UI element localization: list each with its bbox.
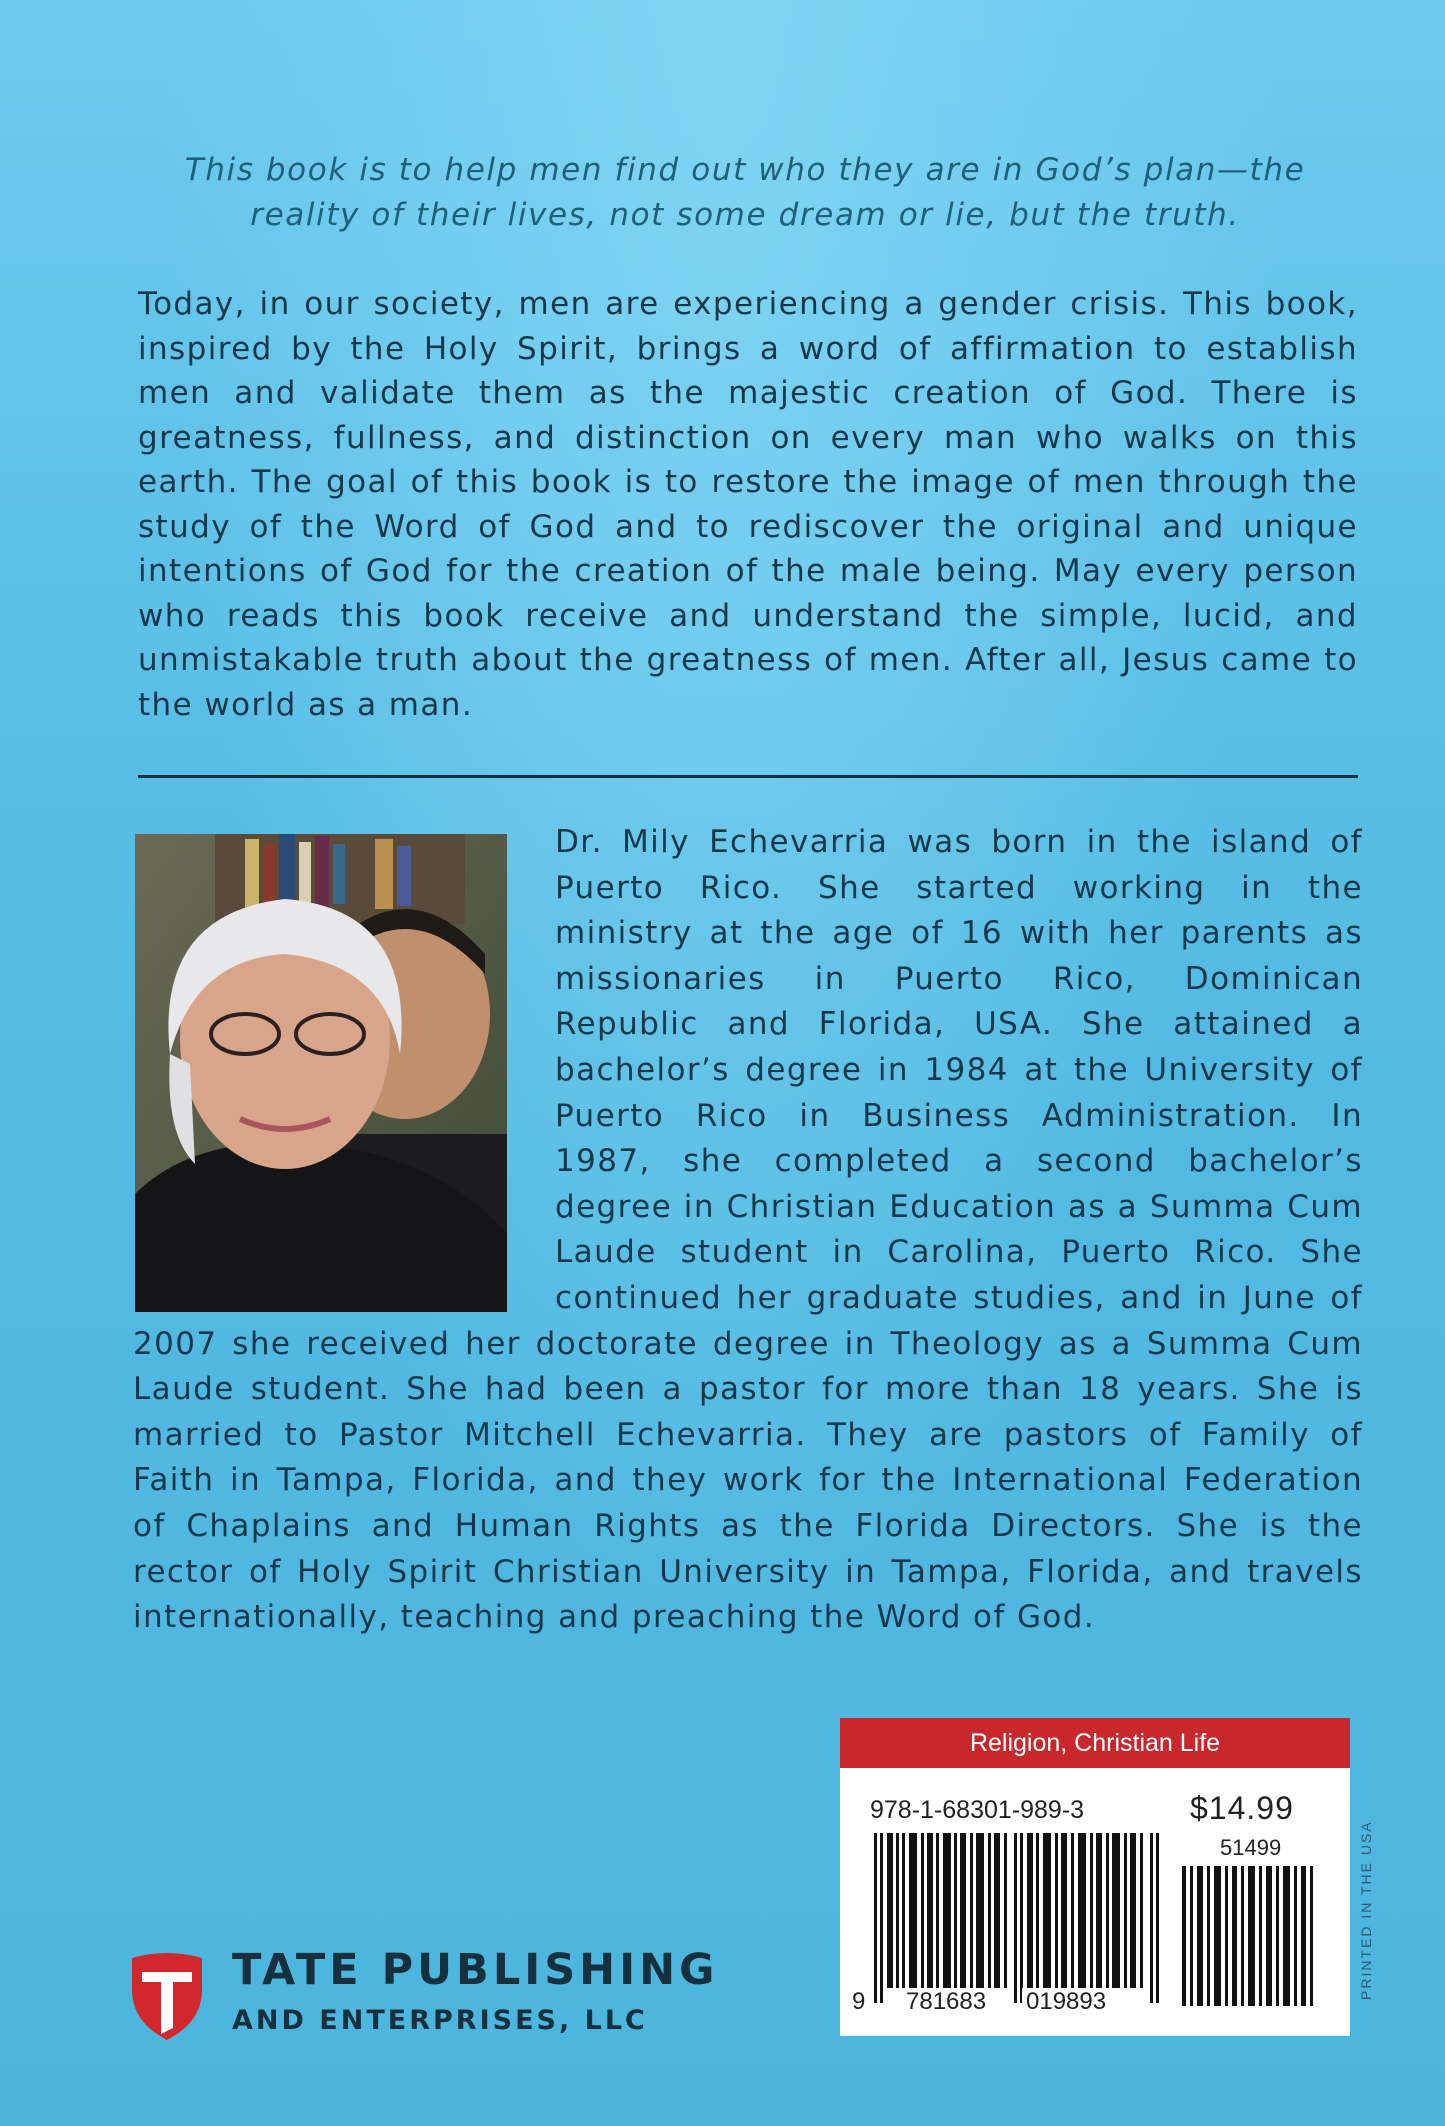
barcode-digits-left: 781683: [902, 1988, 990, 2016]
author-bio: [133, 820, 1363, 1641]
publisher-name: TATE PUBLISHING: [232, 1945, 719, 1995]
author-photo: [135, 834, 507, 1312]
tate-publishing-logo-icon: [128, 1950, 206, 2042]
isbn-barcode-icon: [874, 1833, 1166, 2003]
publisher-subtitle: AND ENTERPRISES, LLC: [232, 2005, 648, 2036]
isbn-number: 978-1-68301-989-3: [870, 1796, 1085, 1824]
price-barcode-icon: [1182, 1866, 1322, 2006]
tagline: This book is to help men find out who they are in God’s plan—the reality of their lives, not some dream or lie, but the truth.: [184, 152, 1306, 233]
author-bio-text: Dr. Mily Echevarria was born in the island of Puerto Rico. She started working in the ministry at the age of 16 with her parents as missionaries in Puerto Rico, Dominican Republic and Florida, USA. She attained a bachelor’s degree in 1984 at the University of Puerto Rico in Business Administration. In 1987, she completed a second bachelor’s degree in Christian Education as a Summa Cum Laude student in Carolina, Puerto Rico. She continued her graduate studies, and in June of 2007 she received her doctorate degree in Theology as a Summa Cum Laude student. She had been a pastor for more than 18 years. She is married to Pastor Mitchell Echevarria. They are pastors of Family of Faith in Tampa, Florida, and they work for the International Federation of Chaplains and Human Rights as the Florida Directors. She is the rector of Holy Spirit Christian University in Tampa, Florida, and travels internationally, teaching and preaching the Word of God.: [133, 824, 1363, 1636]
category-band: Religion, Christian Life: [840, 1718, 1350, 1768]
price-code: 51499: [1220, 1835, 1282, 1860]
divider: [138, 775, 1358, 778]
barcode-digits-right: 019893: [1022, 1988, 1110, 2016]
printed-in-usa: PRINTED IN THE USA: [1358, 1820, 1374, 2000]
barcode-label: [840, 1718, 1350, 2036]
barcode-digit-first: 9: [852, 1988, 866, 2015]
price: $14.99: [1190, 1790, 1294, 1826]
blurb-paragraph: Today, in our society, men are experiencing a gender crisis. This book, inspired by the Holy Spirit, brings a word of affirmation to establish men and validate them as the majestic creation of God. There is greatness, fullness, and distinction on every man who walks on this earth. The goal of this book is to restore the image of men through the study of the Word of God and to rediscover the original and unique intentions of God for the creation of the male being. May every person who reads this book receive and understand the simple, lucid, and unmistakable truth about the greatness of men. After all, Jesus came to the world as a man.: [138, 286, 1358, 723]
